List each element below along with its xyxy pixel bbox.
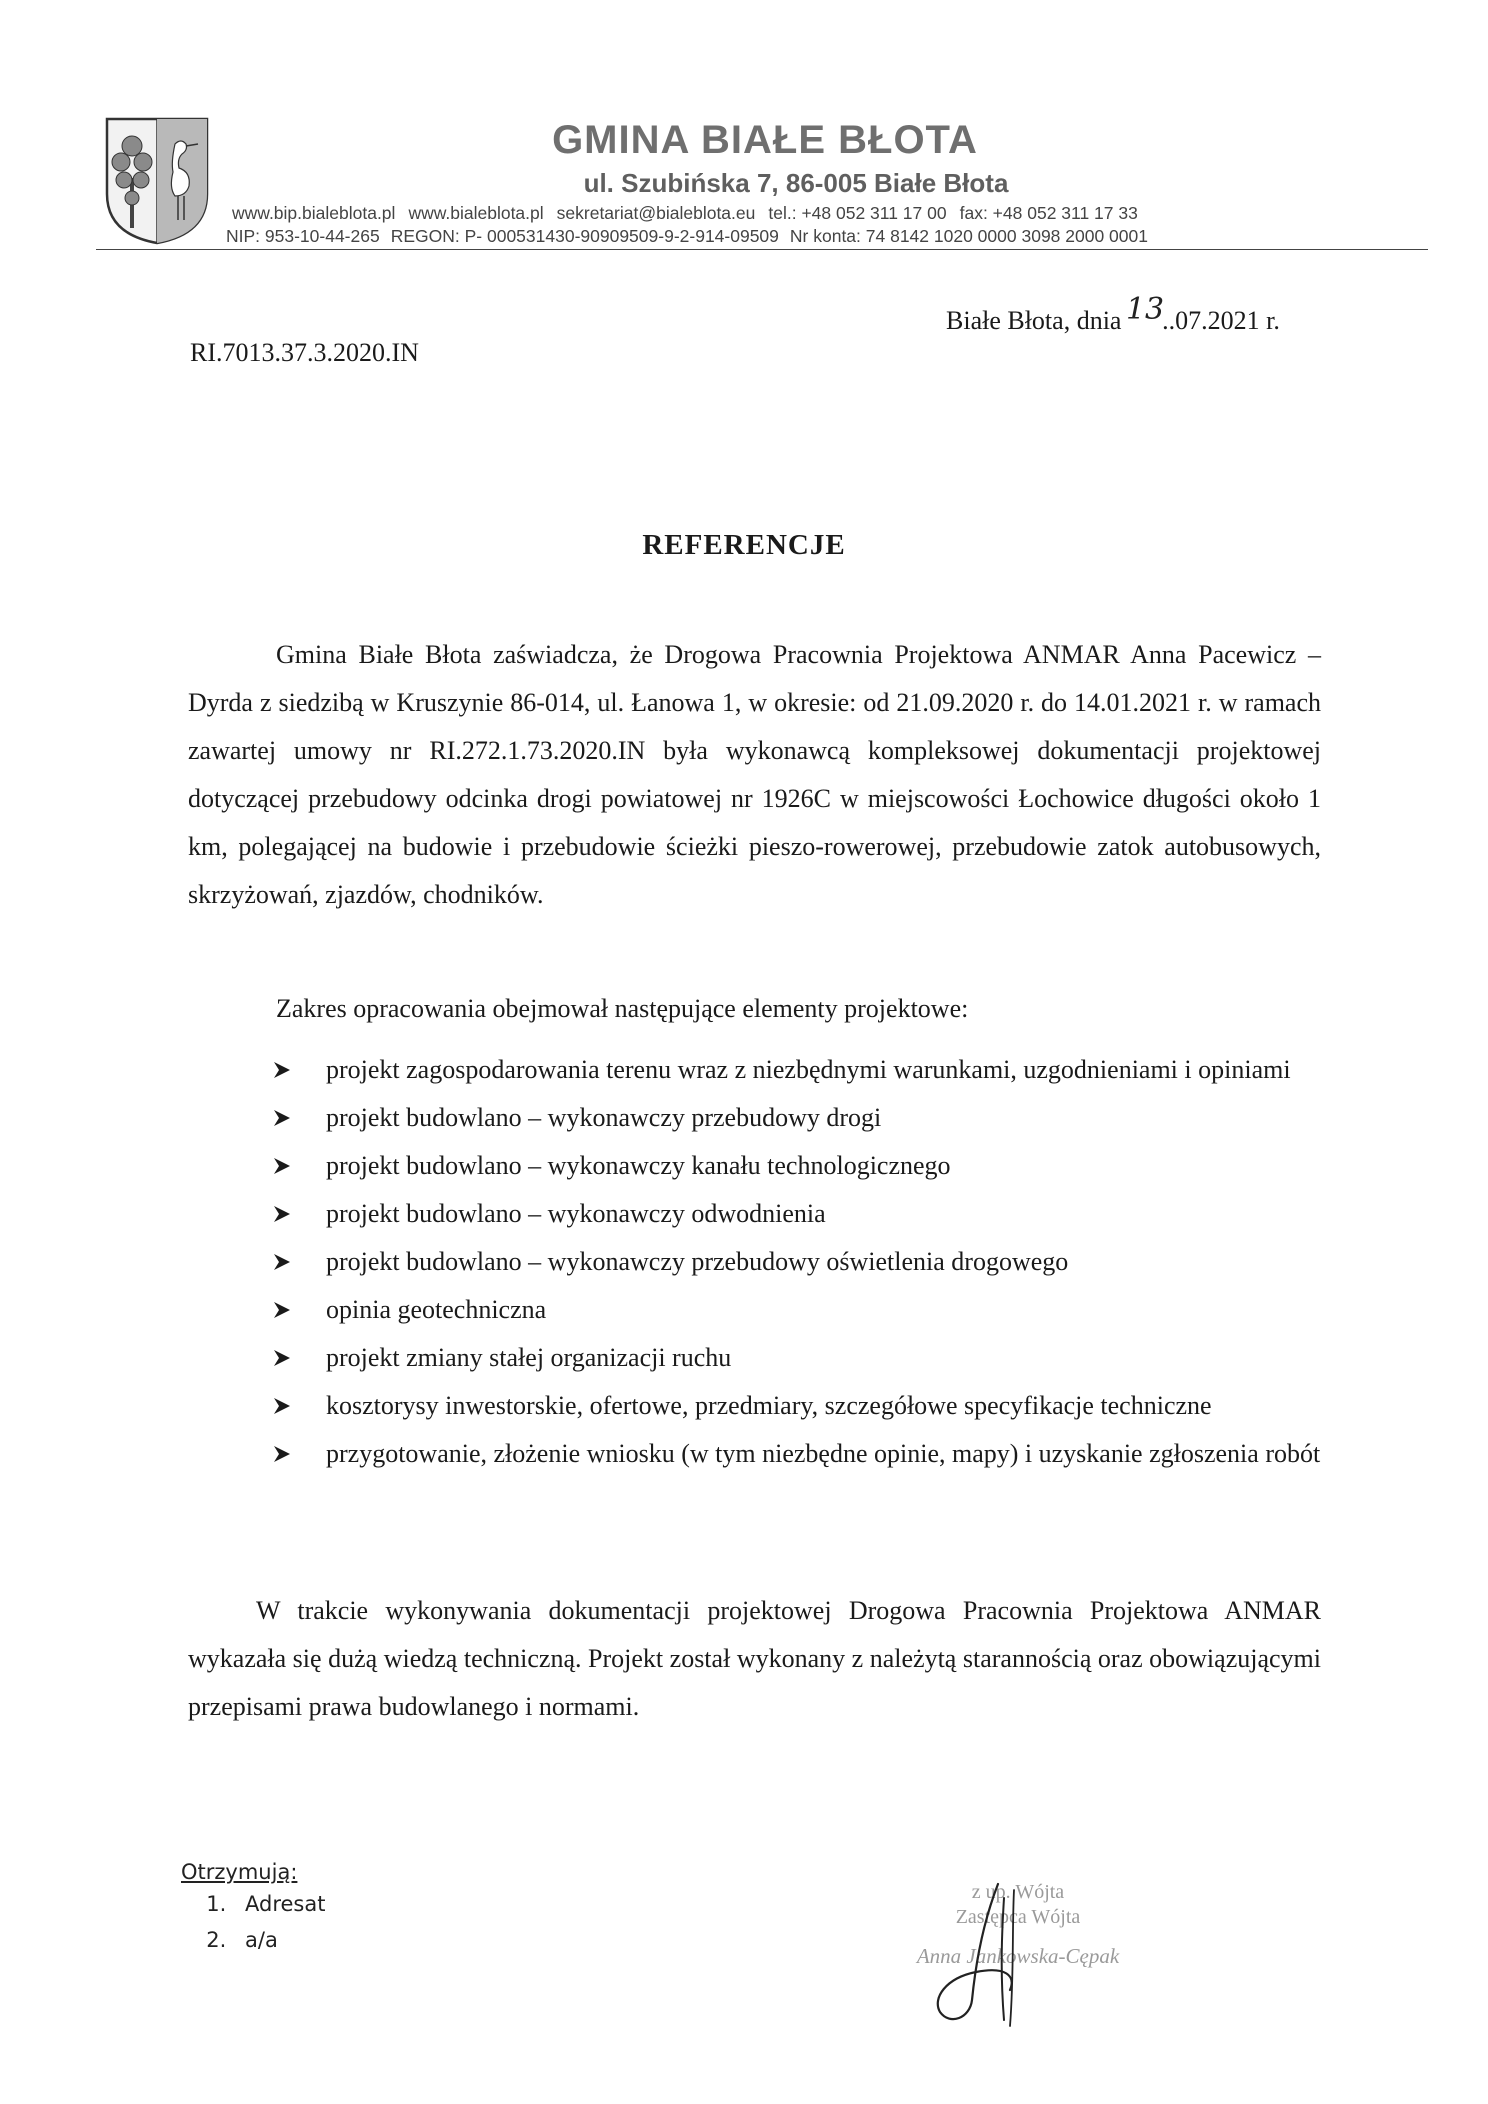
body-paragraph-2: W trakcie wykonywania dokumentacji projektowej Drogowa Pracownia Projektowa ANMAR wykazała się dużą wiedzą techniczną. Projekt został wykonany z należytą starannością oraz obowiązującymi przepisami prawa budowlanego i normami. (188, 1596, 1321, 1721)
arrow-bullet-icon (272, 1190, 292, 1238)
list-item (272, 1190, 1322, 1238)
recipient-item: 1. Adresat (233, 1886, 325, 1922)
body-paragraph-1: Gmina Białe Błota zaświadcza, że Drogowa Pracownia Projektowa ANMAR Anna Pacewicz – Dyrda z siedzibą w Kruszynie 86-014, ul. Łanowa 1, w okresie: od 21.09.2020 r. do 14.01.2021 r. w ramach zawartej umowy nr RI.272.1.73.2020.IN była wykonawcą kompleksowej dokumentacji projektowej dotyczącej przebudowy odcinka drogi powiatowej nr 1926C w miejscowości Łochowice długości około 1 km, polegającej na budowie i przebudowie ścieżki pieszo-rowerowej, przebudowie zatok autobusowych, skrzyżowań, zjazdów, chodników. (188, 640, 1321, 909)
header-divider (96, 249, 1428, 250)
phone-number: tel.: +48 052 311 17 00 (768, 203, 947, 223)
organization-name: GMINA BIAŁE BŁOTA (552, 118, 978, 162)
organization-address: ul. Szubińska 7, 86-005 Białe Błota (583, 168, 1009, 198)
recipients-heading: Otrzymują: (181, 1860, 298, 1884)
scope-intro: Zakres opracowania obejmował następujące elementy projektowe: (276, 994, 969, 1023)
registry-line (226, 226, 1159, 247)
list-item (272, 1382, 1322, 1430)
reference-number: RI.7013.37.3.2020.IN (190, 338, 419, 367)
list-item (272, 1286, 1322, 1334)
list-item-text: projekt budowlano – wykonawczy przebudowy drogi (326, 1103, 882, 1132)
list-item (272, 1142, 1322, 1190)
arrow-bullet-icon (272, 1142, 292, 1190)
fax-number: fax: +48 052 311 17 33 (959, 203, 1138, 223)
arrow-bullet-icon (272, 1046, 292, 1094)
recipient-item: 2. a/a (233, 1922, 325, 1958)
list-item (272, 1238, 1322, 1286)
list-item-text: projekt zmiany stałej organizacji ruchu (326, 1343, 732, 1372)
list-item-text: projekt budowlano – wykonawczy przebudowy oświetlenia drogowego (326, 1247, 1069, 1276)
list-item (272, 1094, 1322, 1142)
list-item (272, 1430, 1322, 1478)
date-prefix: Białe Błota, dnia (946, 306, 1128, 335)
list-item (272, 1046, 1322, 1094)
bip-website-link[interactable]: www.bip.bialeblota.pl (232, 203, 396, 223)
recipients-list (181, 1886, 325, 1958)
scope-list (272, 1046, 1322, 1478)
arrow-bullet-icon (272, 1382, 292, 1430)
nip-number: NIP: 953-10-44-265 (226, 226, 380, 246)
arrow-bullet-icon (272, 1094, 292, 1142)
list-item-text: projekt budowlano – wykonawczy kanału technologicznego (326, 1151, 951, 1180)
arrow-bullet-icon (272, 1430, 292, 1478)
handwritten-day: 13 (1125, 292, 1165, 327)
date-suffix: ..07.2021 r. (1162, 306, 1280, 335)
handwritten-signature-icon (906, 1880, 1066, 2030)
stamp-line-2: Zastępca Wójta (955, 1906, 1081, 1928)
document-date (946, 292, 1280, 337)
email-link[interactable]: sekretariat@bialeblota.eu (556, 203, 756, 223)
list-item-text: przygotowanie, złożenie wniosku (w tym niezbędne opinie, mapy) i uzyskanie zgłoszenia robót (326, 1439, 1321, 1468)
arrow-bullet-icon (272, 1334, 292, 1382)
stamp-signatory-name: Anna Jankowska-Cępak (916, 1944, 1120, 1968)
list-item-text: kosztorysy inwestorskie, ofertowe, przedmiary, szczegółowe specyfikacje techniczne (326, 1391, 1212, 1420)
recipients-block (181, 1860, 325, 1958)
list-item-text: opinia geotechniczna (326, 1295, 547, 1324)
list-item (272, 1334, 1322, 1382)
contact-line (232, 203, 1151, 224)
arrow-bullet-icon (272, 1286, 292, 1334)
arrow-bullet-icon (272, 1238, 292, 1286)
stamp-line-1: z up. Wójta (971, 1881, 1065, 1903)
list-item-text: projekt budowlano – wykonawczy odwodnienia (326, 1199, 826, 1228)
list-item-text: projekt zagospodarowania terenu wraz z niezbędnymi warunkami, uzgodnieniami i opiniami (326, 1055, 1291, 1084)
regon-number: REGON: P- 000531430-90909509-9-2-914-09509 (390, 226, 779, 246)
bank-account: Nr konta: 74 8142 1020 0000 3098 2000 0001 (789, 226, 1148, 246)
document-title: REFERENCJE (642, 529, 846, 561)
website-link[interactable]: www.bialeblota.pl (408, 203, 544, 223)
